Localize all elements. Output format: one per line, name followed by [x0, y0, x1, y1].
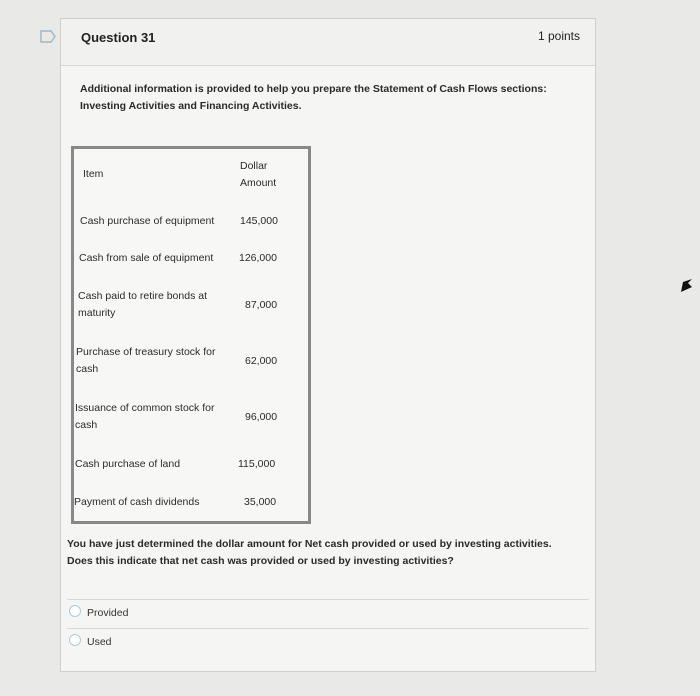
table-row-amount: 115,000 [238, 458, 276, 470]
question-prompt: You have just determined the dollar amount for Net cash provided or used by investing activities. Does this indicate that net cash was provided or used by investing activities? [67, 538, 552, 567]
answer-option-label: Provided [87, 607, 129, 619]
question-card [60, 18, 596, 672]
divider [67, 599, 589, 600]
table-row-item: Cash purchase of land [75, 458, 181, 470]
answer-option-label: Used [87, 636, 112, 648]
question-title: Question 31 [81, 30, 156, 45]
table-header-item: Item [83, 168, 104, 180]
radio-button[interactable] [69, 605, 81, 617]
table-row-amount: 35,000 [244, 496, 277, 508]
table-row-amount: 96,000 [245, 411, 278, 423]
answer-option-used[interactable] [69, 634, 112, 650]
table-row-amount: 87,000 [245, 299, 278, 311]
table-row-item: Cash paid to retire bonds at maturity [78, 290, 207, 319]
table-row-item: Issuance of common stock for cash [75, 402, 215, 431]
question-header [61, 19, 595, 66]
cash-flow-table [71, 146, 311, 524]
divider [67, 628, 589, 629]
table-row-amount: 145,000 [240, 215, 278, 227]
table-row-item: Cash from sale of equipment [79, 252, 214, 264]
table-row-amount: 62,000 [245, 355, 278, 367]
table-row-item: Payment of cash dividends [74, 496, 200, 508]
question-intro: Additional information is provided to help you prepare the Statement of Cash Flows sections: Investing Activities and Financing Activities. [80, 83, 547, 112]
radio-button[interactable] [69, 634, 81, 646]
flag-icon[interactable] [40, 30, 56, 43]
mouse-cursor-icon [680, 278, 694, 294]
table-row-item: Cash purchase of equipment [80, 215, 215, 227]
table-row-item: Purchase of treasury stock for cash [76, 346, 216, 375]
question-points: 1 points [537, 29, 580, 43]
answer-option-provided[interactable] [69, 605, 128, 621]
table-row-amount: 126,000 [239, 252, 277, 264]
table-header-amount: Dollar Amount [240, 160, 277, 189]
